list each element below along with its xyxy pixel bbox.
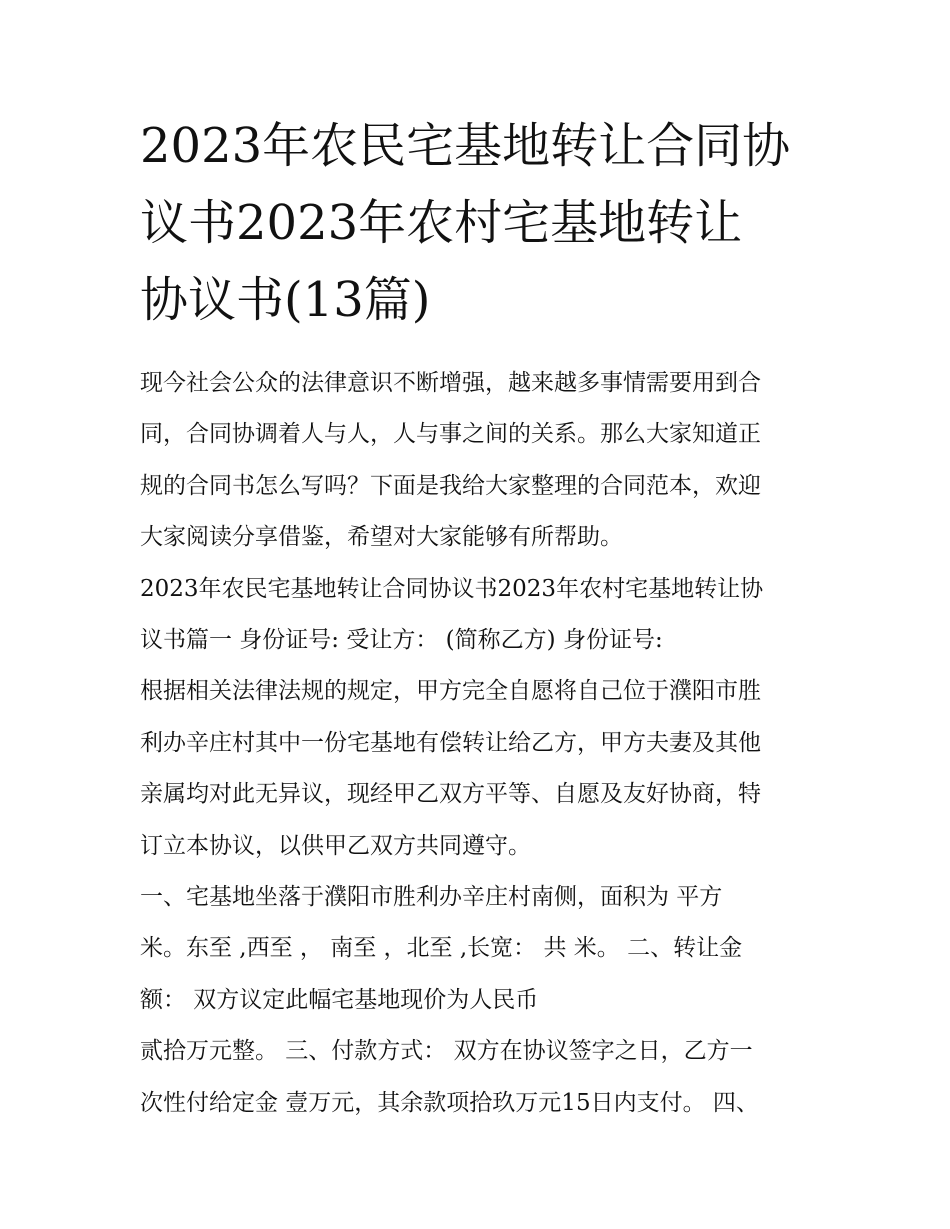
- body-line: 亲属均对此无异议，现经甲乙双方平等、自愿及友好协商，特: [140, 781, 761, 808]
- body-line: 贰拾万元整。 三、付款方式： 双方在协议签字之日，乙方一: [140, 1038, 753, 1065]
- body-line: 大家阅读分享借鉴，希望对大家能够有所帮助。: [140, 524, 623, 551]
- title-line: 协议书(13篇): [140, 272, 431, 328]
- body-line: 规的合同书怎么写吗？下面是我给大家整理的合同范本，欢迎: [140, 472, 761, 499]
- body-line: 订立本协议，以供甲乙双方共同遵守。: [140, 832, 531, 859]
- body-line: 同，合同协调着人与人，人与事之间的关系。那么大家知道正: [140, 421, 761, 448]
- body-line: 米。东至 ,西至 ， 南至 ，北至 ,长宽： 共 米。 二、转让金: [140, 935, 743, 962]
- body-line: 2023年农民宅基地转让合同协议书2023年农村宅基地转让协: [140, 575, 764, 602]
- body-line: 根据相关法律法规的规定，甲方完全自愿将自己位于濮阳市胜: [140, 678, 761, 705]
- body-line: 利办辛庄村其中一份宅基地有偿转让给乙方，甲方夫妻及其他: [140, 729, 761, 756]
- title-line: 2023年农民宅基地转让合同协: [140, 118, 791, 174]
- document-body: [140, 358, 830, 1129]
- body-line: 现今社会公众的法律意识不断增强，越来越多事情需要用到合: [140, 370, 761, 396]
- body-line: 额： 双方议定此幅宅基地现价为人民币: [140, 986, 539, 1013]
- body-line: 一、宅基地坐落于濮阳市胜利办辛庄村南侧，面积为 平方: [140, 884, 723, 911]
- document-title: [140, 108, 820, 339]
- body-line: 次性付给定金 壹万元，其余款项拾玖万元15日内支付。 四、: [140, 1089, 759, 1116]
- title-line: 议书2023年农村宅基地转让: [140, 195, 743, 251]
- body-line: 议书篇一 身份证号: 受让方： (简称乙方) 身份证号:: [140, 627, 663, 654]
